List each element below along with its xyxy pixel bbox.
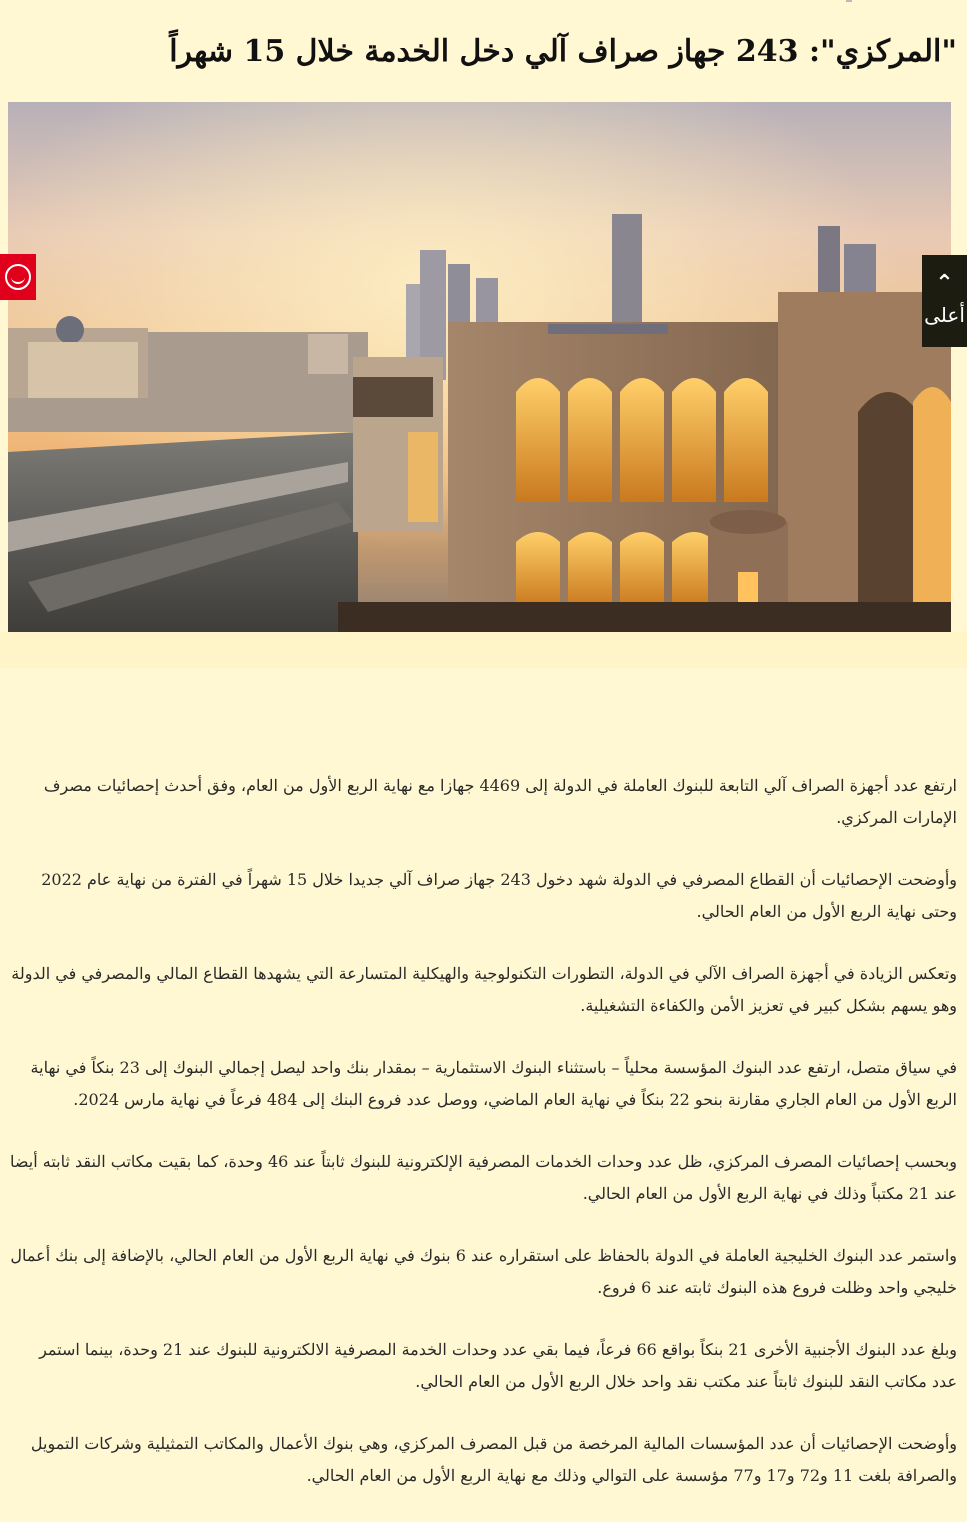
central-bank-building-photo xyxy=(8,102,954,632)
brand-logo-icon[interactable] xyxy=(0,254,36,300)
article-paragraph: وأوضحت الإحصائيات أن القطاع المصرفي في الدولة شهد دخول 243 جهاز صراف آلي جديدا خلال 15 شهراً في الفترة من نهاية عام 2022 وحتى نهاية الربع الأول من العام الحالي. xyxy=(41,870,957,921)
hero-image xyxy=(8,102,954,632)
chevron-up-icon: ⌃ xyxy=(935,271,954,296)
article-paragraph: وبحسب إحصائيات المصرف المركزي، ظل عدد وحدات الخدمات المصرفية الإلكترونية للبنوك ثابتاً عند 46 وحدة، كما بقيت مكاتب النقد ثابته أيضا عند 21 مكتباً وذلك في نهاية الربع الأول من العام الحالي. xyxy=(10,1152,957,1203)
top-marker xyxy=(846,0,852,2)
back-to-top-button[interactable] xyxy=(922,255,967,347)
article-paragraph: وتعكس الزيادة في أجهزة الصراف الآلي في الدولة، التطورات التكنولوجية والهيكلية المتسارعة التي يشهدها القطاع المالي والمصرفي في الدولة وهو يسهم بشكل كبير في تعزيز الأمن والكفاءة التشغيلية. xyxy=(11,964,957,1015)
article-paragraph: وبلغ عدد البنوك الأجنبية الأخرى 21 بنكاً بواقع 66 فرعاً، فيما بقي عدد وحدات الخدمة المصرفية الالكترونية للبنوك عند 21 وحدة، بينما استمر عدد مكاتب النقد للبنوك ثابتاً عند مكتب نقد واحد خلال الربع الأول من العام الحالي. xyxy=(39,1340,957,1391)
logo-ring xyxy=(5,264,31,290)
article-body xyxy=(9,770,957,1522)
back-to-top-label: أعلى xyxy=(924,303,965,327)
article-paragraph: وأوضحت الإحصائيات أن عدد المؤسسات المالية المرخصة من قبل المصرف المركزي، وهي بنوك الأعمال والمكاتب التمثيلية وشركات التمويل والصرافة بلغت 11 و72 و17 و77 مؤسسة على التوالي وذلك مع نهاية الربع الأول من العام الحالي. xyxy=(30,1434,957,1485)
image-caption-bar xyxy=(0,632,967,668)
article-paragraph: في سياق متصل، ارتفع عدد البنوك المؤسسة محلياً – باستثناء البنوك الاستثمارية – بمقدار بنك واحد ليصل إجمالي البنوك إلى 23 بنكاً في نهاية الربع الأول من العام الجاري مقارنة بنحو 22 بنكاً في نهاية العام الماضي، ووصل عدد فروع البنك إلى 484 فرعاً في نهاية مارس 2024. xyxy=(30,1058,957,1109)
article-paragraph: ارتفع عدد أجهزة الصراف آلي التابعة للبنوك العاملة في الدولة إلى 4469 جهازا مع نهاية الربع الأول من العام، وفق أحدث إحصائيات مصرف الإمارات المركزي. xyxy=(43,776,957,827)
article-paragraph: واستمر عدد البنوك الخليجية العاملة في الدولة بالحفاظ على استقراره عند 6 بنوك في نهاية الربع الأول من العام الحالي، بالإضافة إلى بنك أعمال خليجي واحد وظلت فروع هذه البنوك ثابته عند 6 فروع. xyxy=(10,1246,957,1297)
article-headline: "المركزي": 243 جهاز صراف آلي دخل الخدمة خلال 15 شهراً xyxy=(169,34,957,69)
